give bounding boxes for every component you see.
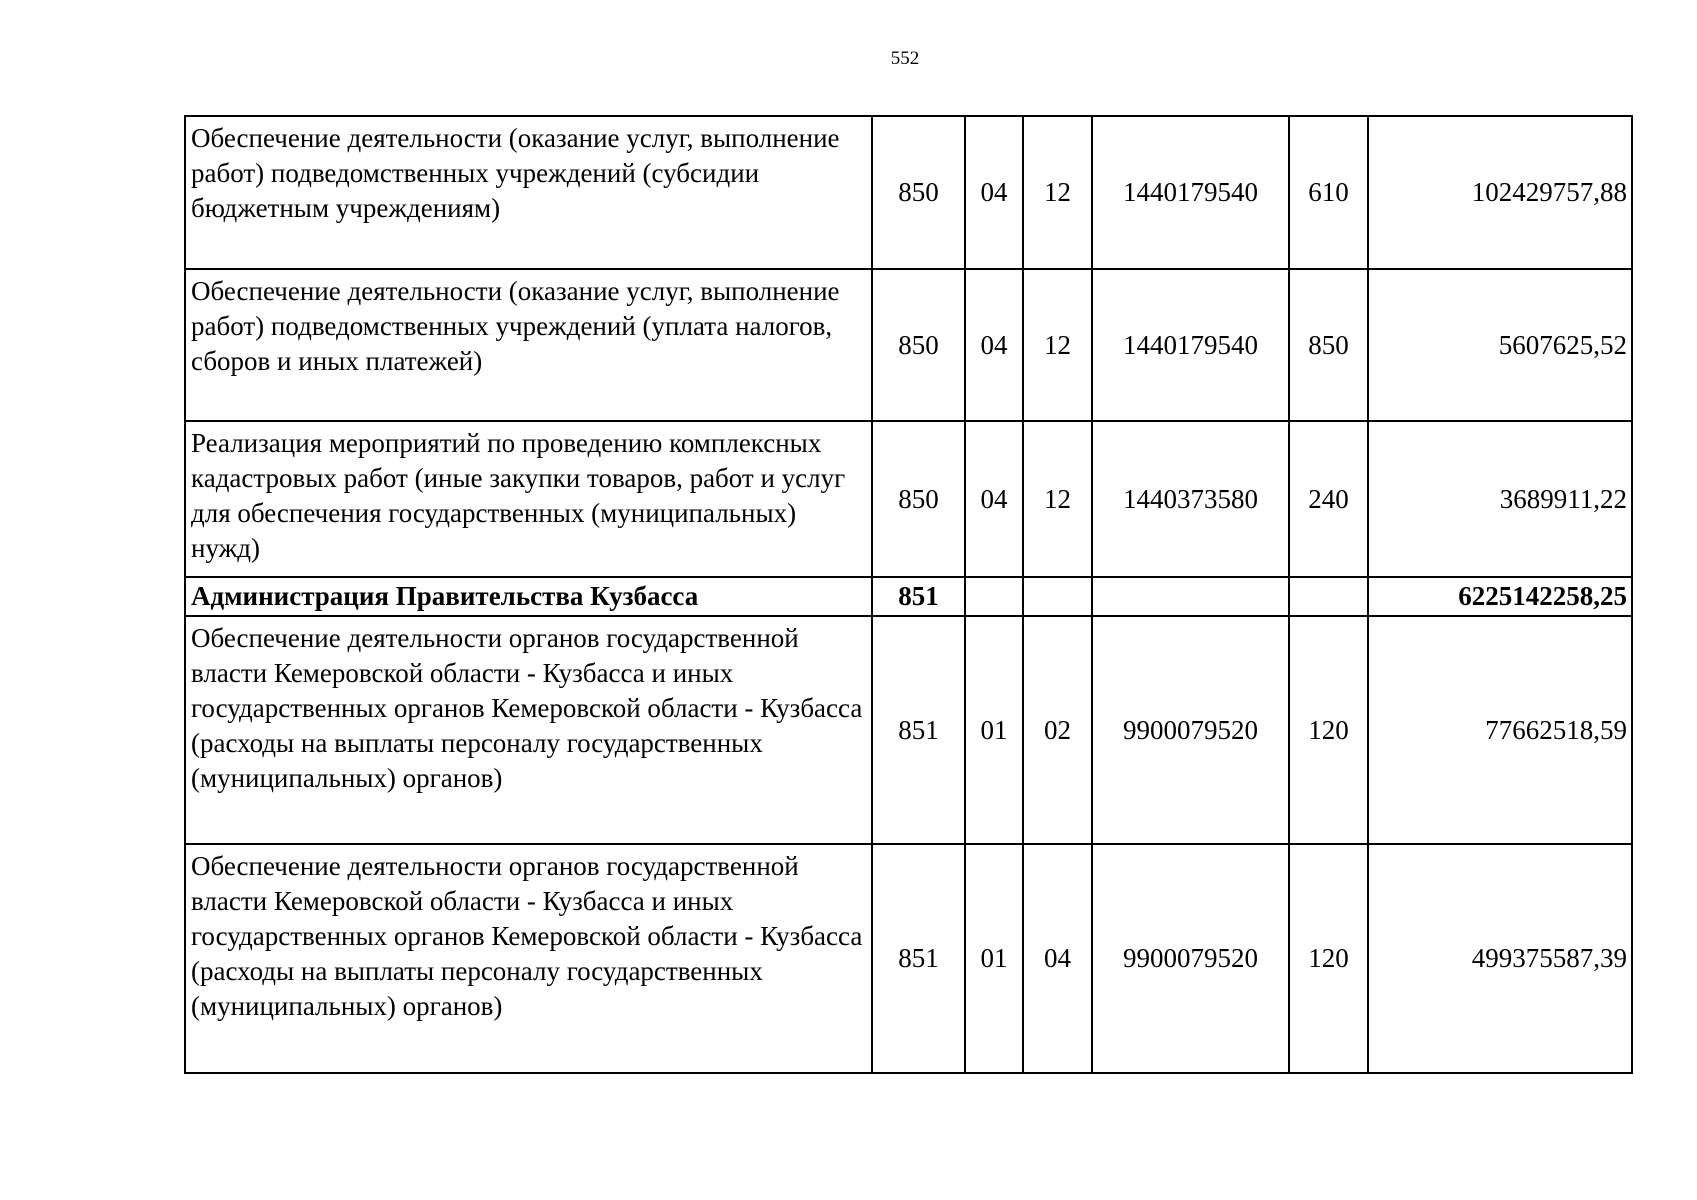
subsection-code xyxy=(1023,577,1092,616)
amount: 6225142258,25 xyxy=(1368,577,1632,616)
grbs-code: 851 xyxy=(872,844,965,1073)
target-article-code xyxy=(1092,577,1289,616)
grbs-code: 851 xyxy=(872,577,965,616)
target-article-code: 9900079520 xyxy=(1092,616,1289,844)
expense-name: Обеспечение деятельности (оказание услуг, выполнение работ) подведомственных учреждений (субсидии бюджетным учреждениям) xyxy=(185,116,872,269)
expense-name: Обеспечение деятельности органов государственной власти Кемеровской области - Кузбасса и иных государственных органов Кемеровской области - Кузбасса (расходы на выплаты персоналу государственных (муниципальных) органов) xyxy=(185,844,872,1073)
expense-name: Реализация мероприятий по проведению комплексных кадастровых работ (иные закупки товаров, работ и услуг для обеспечения государственных (муниципальных) нужд) xyxy=(185,421,872,577)
table-row xyxy=(185,116,1632,269)
grbs-code: 850 xyxy=(872,116,965,269)
table-row xyxy=(185,844,1632,1073)
expense-type-code: 850 xyxy=(1289,269,1368,421)
section-code xyxy=(965,577,1023,616)
expense-type-code: 120 xyxy=(1289,844,1368,1073)
grbs-code: 850 xyxy=(872,269,965,421)
amount: 3689911,22 xyxy=(1368,421,1632,577)
expense-type-code: 120 xyxy=(1289,616,1368,844)
section-code: 04 xyxy=(965,116,1023,269)
section-code: 01 xyxy=(965,616,1023,844)
target-article-code: 1440179540 xyxy=(1092,269,1289,421)
budget-table xyxy=(184,115,1633,1074)
subsection-code: 02 xyxy=(1023,616,1092,844)
amount: 499375587,39 xyxy=(1368,844,1632,1073)
amount: 77662518,59 xyxy=(1368,616,1632,844)
subsection-code: 12 xyxy=(1023,116,1092,269)
grbs-code: 850 xyxy=(872,421,965,577)
table-row xyxy=(185,269,1632,421)
page-number: 552 xyxy=(890,48,920,69)
amount: 102429757,88 xyxy=(1368,116,1632,269)
section-code: 04 xyxy=(965,421,1023,577)
grbs-code: 851 xyxy=(872,616,965,844)
table-row xyxy=(185,616,1632,844)
section-code: 04 xyxy=(965,269,1023,421)
table-row xyxy=(185,421,1632,577)
target-article-code: 1440179540 xyxy=(1092,116,1289,269)
expense-type-code xyxy=(1289,577,1368,616)
expense-name: Обеспечение деятельности (оказание услуг, выполнение работ) подведомственных учреждений (уплата налогов, сборов и иных платежей) xyxy=(185,269,872,421)
subsection-code: 12 xyxy=(1023,421,1092,577)
expense-name: Администрация Правительства Кузбасса xyxy=(185,577,872,616)
amount: 5607625,52 xyxy=(1368,269,1632,421)
target-article-code: 1440373580 xyxy=(1092,421,1289,577)
expense-type-code: 610 xyxy=(1289,116,1368,269)
subsection-code: 04 xyxy=(1023,844,1092,1073)
target-article-code: 9900079520 xyxy=(1092,844,1289,1073)
subsection-code: 12 xyxy=(1023,269,1092,421)
table-row-total xyxy=(185,577,1632,616)
section-code: 01 xyxy=(965,844,1023,1073)
expense-type-code: 240 xyxy=(1289,421,1368,577)
expense-name: Обеспечение деятельности органов государственной власти Кемеровской области - Кузбасса и иных государственных органов Кемеровской области - Кузбасса (расходы на выплаты персоналу государственных (муниципальных) органов) xyxy=(185,616,872,844)
